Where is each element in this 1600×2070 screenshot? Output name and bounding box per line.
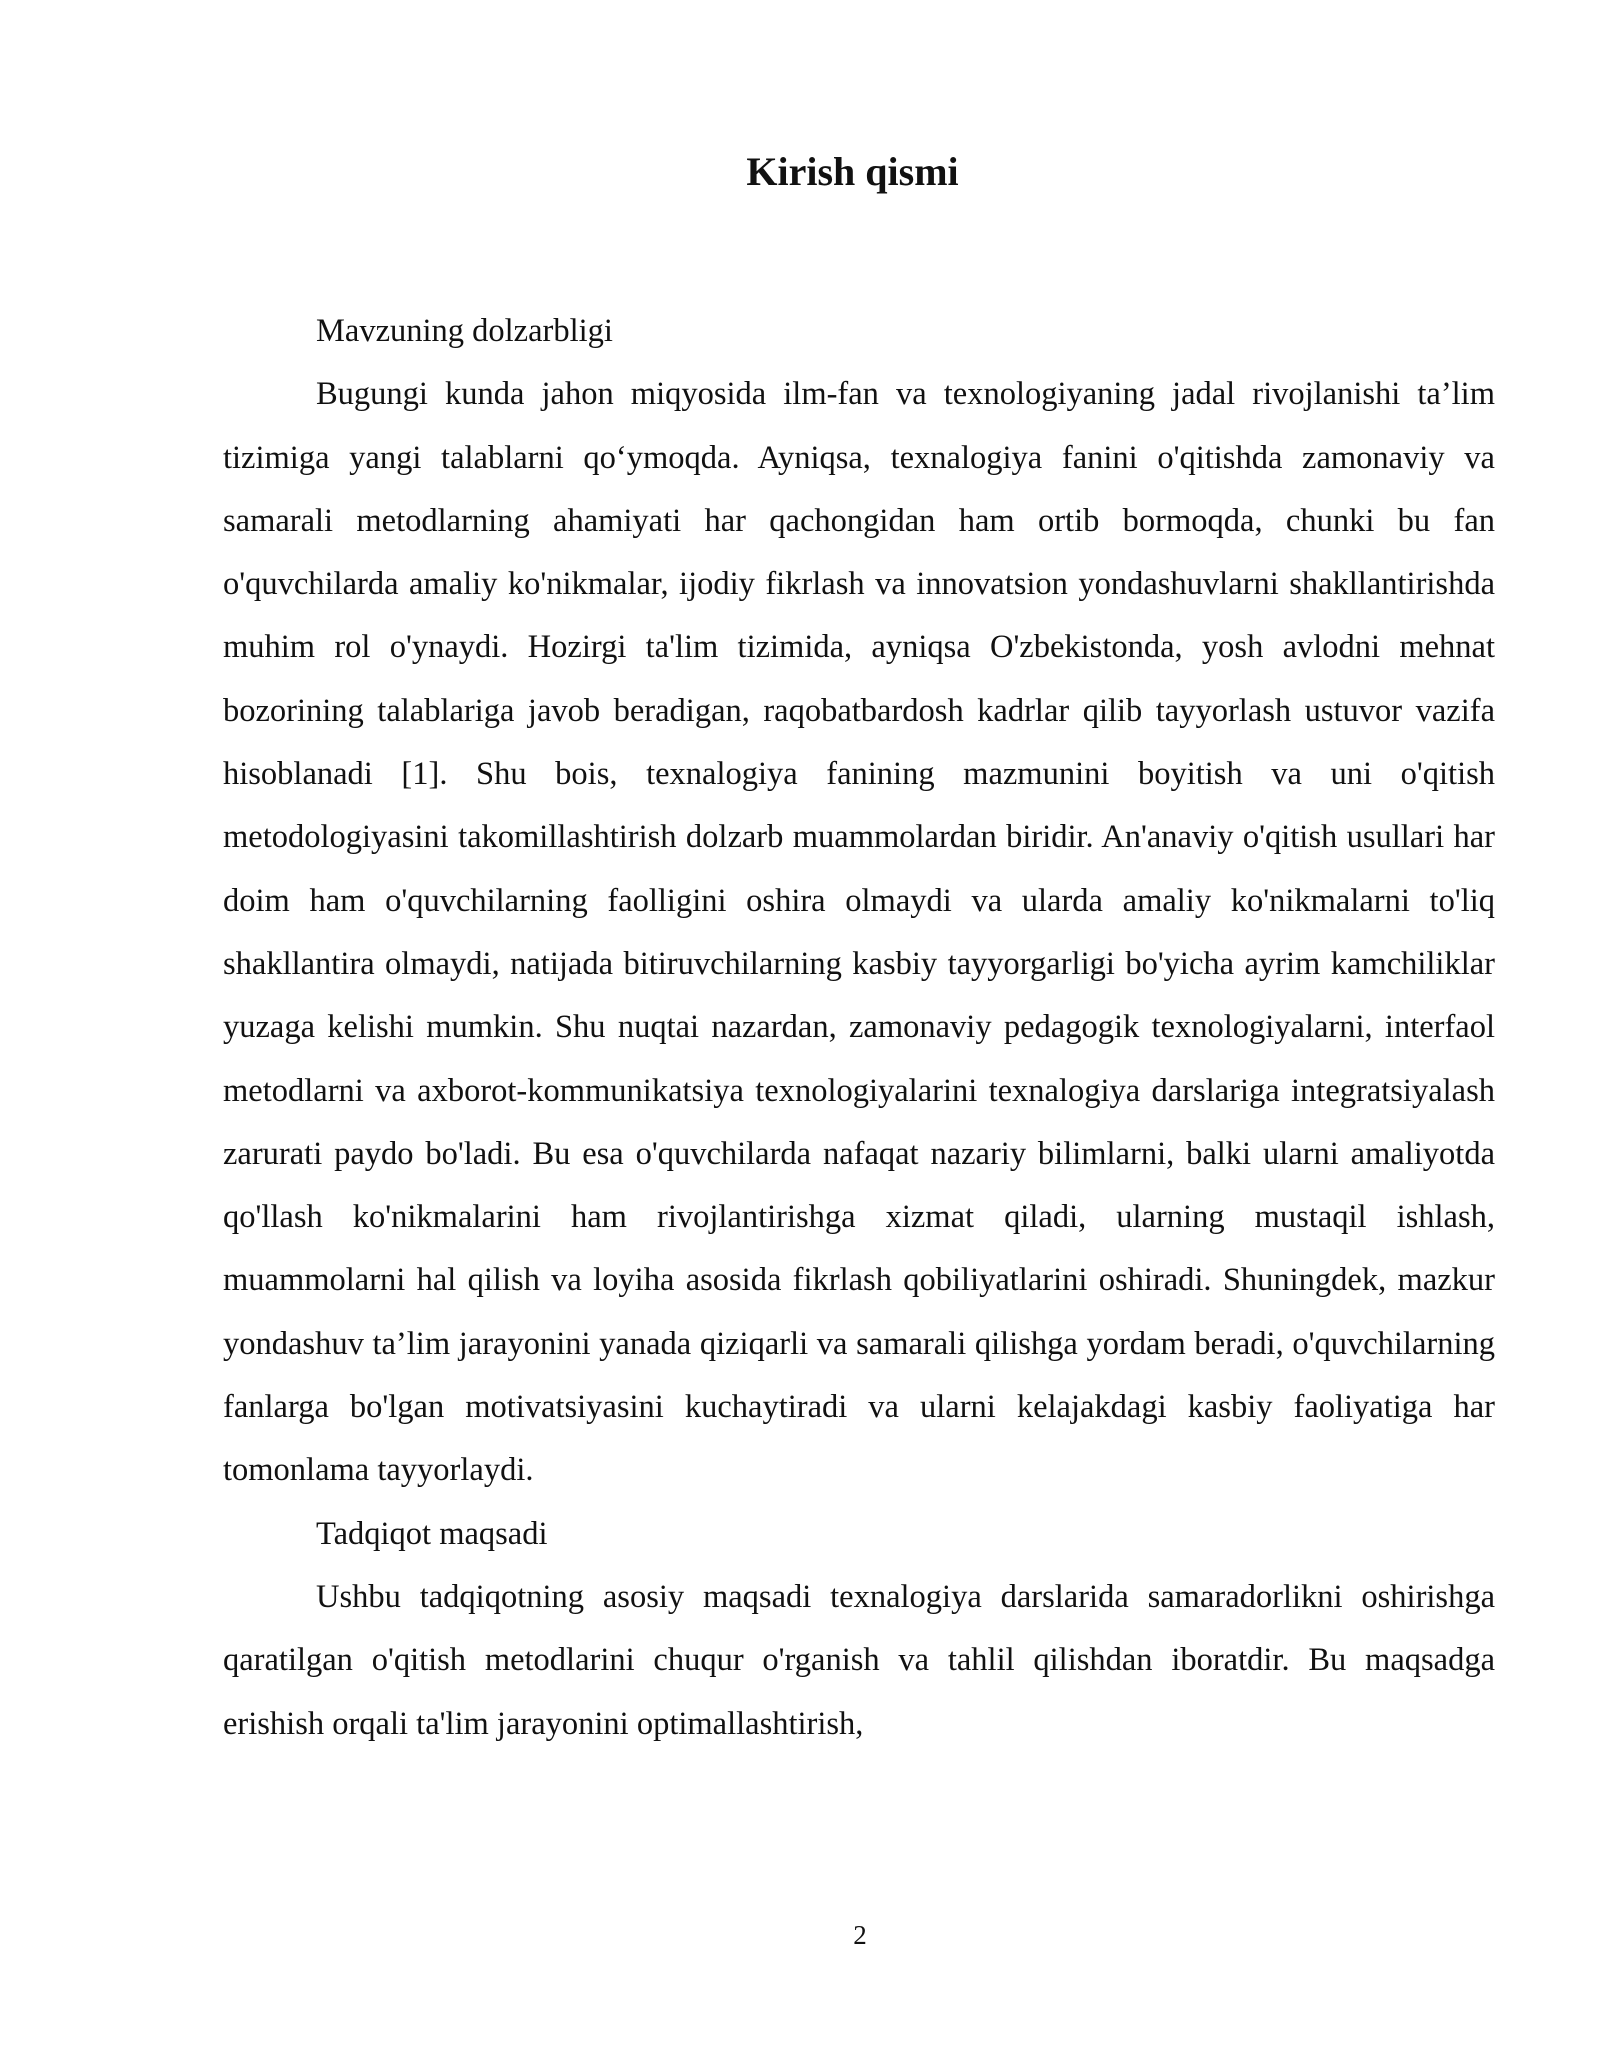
section-heading-relevance: Mavzuning dolzarbligi xyxy=(316,313,613,349)
paragraph-relevance: Bugungi kunda jahon miqyosida ilm-fan va texnologiyaning jadal rivojlanishi ta’lim tizimiga yangi talablarni qo‘ymoqda. Ayniqsa, texnalogiya fanini o'qitishda zamonaviy va samarali metodlarning ahamiyati har qachongidan ham ortib bormoqda, chunki bu fan o'quvchilarda amaliy ko'nikmalar, ijodiy fikrlash va innovatsion yondashuvlarni shakllantirishda muhim rol o'ynaydi. Hozirgi ta'lim tizimida, ayniqsa O'zbekistonda, yosh avlodni mehnat bozorining talablariga javob beradigan, raqobatbardosh kadrlar qilib tayyorlash ustuvor vazifa hisoblanadi [1]. Shu bois, texnalogiya fanining mazmunini boyitish va uni o'qitish metodologiyasini takomillashtirish dolzarb muammolardan biridir. An'anaviy o'qitish usullari har doim ham o'quvchilarning faolligini oshira olmaydi va ularda amaliy ko'nikmalarni to'liq shakllantira olmaydi, natijada bitiruvchilarning kasbiy tayyorgarligi bo'yicha ayrim kamchiliklar yuzaga kelishi mumkin. Shu nuqtai nazardan, zamonaviy pedagogik texnologiyalarni, interfaol metodlarni va axborot-kommunikatsiya texnologiyalarini texnalogiya darslariga integratsiyalash zarurati paydo bo'ladi. Bu esa o'quvchilarda nafaqat nazariy bilimlarni, balki ularni amaliyotda qo'llash ko'nikmalarini ham rivojlantirishga xizmat qiladi, ularning mustaqil ishlash, muammolarni hal qilish va loyiha asosida fikrlash qobiliyatlarini oshiradi. Shuningdek, mazkur yondashuv ta’lim jarayonini yanada qiziqarli va samarali qilishga yordam beradi, o'quvchilarning fanlarga bo'lgan motivatsiyasini kuchaytiradi va ularni kelajakdagi kasbiy faoliyatiga har tomonlama tayyorlaydi. xyxy=(223,376,1495,1489)
section-heading-research-goal: Tadqiqot maqsadi xyxy=(316,1515,548,1552)
document-body xyxy=(223,300,1495,1756)
paragraph-research-goal: Ushbu tadqiqotning asosiy maqsadi texnalogiya darslarida samaradorlikni oshirishga qaratilgan o'qitish metodlarini chuqur o'rganish va tahlil qilishdan iboratdir. Bu maqsadga erishish orqali ta'lim jarayonini optimallashtirish, xyxy=(223,1578,1495,1742)
page-number: 2 xyxy=(853,1920,867,1950)
page-title: Kirish qismi xyxy=(746,149,959,194)
